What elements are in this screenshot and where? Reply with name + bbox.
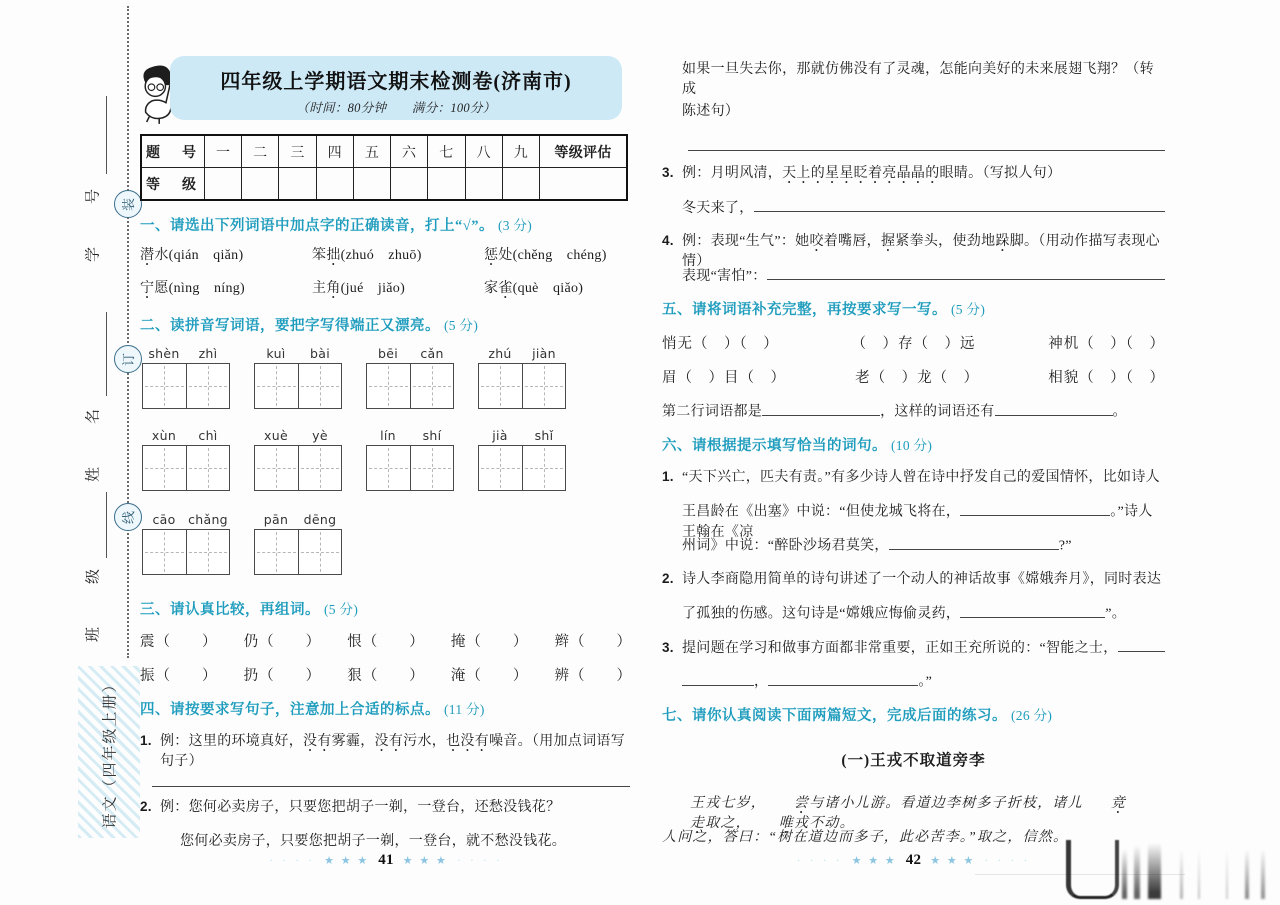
writing-grid [254,445,342,491]
student-name-label: 姓 名 [85,395,102,483]
answer-line [152,786,630,787]
answer-blank [767,264,1165,280]
grade-cell [205,168,242,201]
score-col-label: 题 号 [141,135,205,168]
student-number-label: 学 号 [85,175,102,263]
pinyin-word: lín shí [366,428,454,491]
pinyin-word: cāo chǎng [142,512,230,575]
word-choice: 笨拙(zhuó zhuō) [312,248,422,263]
grade-cell [465,168,502,201]
answer-blank [762,400,880,416]
pinyin-word: kuì bài [254,346,342,409]
book-edition-band [78,666,140,838]
passage-title: (一)王戎不取道旁李 [841,752,986,769]
grade-cell [279,168,316,201]
binding-seal-zhuang [114,190,142,218]
pinyin-row-3 [142,512,342,575]
answer-blank [960,602,1105,618]
exam-title: 四年级上学期语文期末检测卷(济南市) [220,71,572,93]
grade-cell [242,168,279,201]
write-line [106,312,107,396]
pinyin-word: zhú jiàn [478,346,566,409]
word-choice: 惩处(chěng chéng) [484,248,607,263]
score-table-grade-row [141,168,627,201]
binding-seal-xian [114,503,142,531]
section-1-row2 [140,277,632,297]
section-6-item-3: 3. 提问题在学习和做事方面都非常重要，正如王充所说的：“智能之士， [662,636,1165,657]
binding-seal-ding [114,345,142,373]
binding-char: 线 [121,510,137,524]
word-choice: 宁愿(nìng níng) [140,281,246,296]
section-5-heading: 五、请将词语补充完整，再按要求写一写。 (5 分) [662,302,986,318]
continued-question-line2: 陈述句） [682,104,740,119]
section-5-note: 第二行词语都是 ，这样的词语还有 。 [662,400,1165,421]
writing-grid [142,363,230,409]
item-4-answer: 表现“害怕”： [662,264,1165,285]
word-choice: 潜水(qián qiǎn) [140,248,244,263]
section-6-item-3-line2: ， 。” [662,670,1165,691]
writing-grid [254,529,342,575]
writing-grid [142,445,230,491]
score-col: 三 [279,135,316,168]
writing-grid [478,363,566,409]
item-3: 3. 例：月明风清，天上的星星眨着亮晶晶的眼睛。（写拟人句） [662,165,1062,181]
pinyin-word: bēi cǎn [366,346,454,409]
pinyin-word: jià shǐ [478,428,566,491]
grade-cell [353,168,390,201]
page-number: 41 [378,852,394,868]
score-col: 一 [205,135,242,168]
left-page [140,50,632,880]
passage-line1: 王戎七岁， 尝与诸小儿游。看道边李树多子折枝，诸儿 竞走取之， 唯戎不动。 [690,796,1127,831]
left-page-footer: · · · · ★ ★ ★ 41 ★ ★ ★ · · · · [269,852,503,868]
score-col: 五 [353,135,390,168]
grade-cell [316,168,353,201]
section-6-item-1-line2: 王昌龄在《出塞》中说：“但使龙城飞将在， 。”诗人王翰在《凉 [662,500,1165,541]
word-choice: 主角(jué jiǎo) [312,281,406,296]
grade-cell [391,168,428,201]
section-6-item-2: 2. 诗人李商隐用简单的诗句讲述了一个动人的神话故事《嫦娥奔月》，同时表达 [662,571,1162,587]
binding-dotted-line [127,6,129,658]
section-6-item-1: 1. “天下兴亡，匹夫有责。”有多少诗人曾在诗中抒发自己的爱国情怀，比如诗人 [662,469,1160,485]
grade-cell [502,168,539,201]
grade-cell [540,168,628,201]
section-4-item-2-answer: 您何必卖房子，只要您把胡子一剃，一登台，就不愁没钱花。 [180,834,567,849]
answer-blank [1118,636,1165,652]
score-col: 八 [465,135,502,168]
binding-char: 装 [121,197,137,211]
right-page-footer: · · · · ★ ★ ★ 42 ★ ★ ★ · · · · [796,852,1031,868]
answer-blank [889,534,1059,550]
pinyin-word: pān dēng [254,512,342,575]
item-3-answer: 冬天来了， [662,196,1165,217]
answer-blank [995,400,1113,416]
continued-question-line1: 如果一旦失去你，那就仿佛没有了灵魂，怎能向美好的未来展翅飞翔？（转成 [682,62,1154,97]
writing-grid [254,363,342,409]
pinyin-word: shèn zhì [142,346,230,409]
grade-cell [428,168,465,201]
answer-blank [754,196,1166,212]
exam-subtitle: （时间：80分钟 满分：100分） [296,101,496,115]
section-6-item-2-line2: 了孤独的伤感。这句诗是“嫦娥应悔偷灵药， ”。 [662,602,1165,623]
section-1-heading: 一、请选出下列词语中加点字的正确读音，打上“√”。 (3 分) [140,218,533,234]
section-5-row2: 眉（ ）目（ ） 老（ ）龙（ ） 相貌（ ）（ ） [662,370,1165,386]
answer-blank [960,500,1110,516]
section-3-heading: 三、请认真比较，再组词。 (5 分) [140,602,359,618]
scan-artifact [1030,843,1262,905]
book-edition-label: 语文（四年级上册） [102,675,119,829]
section-6-heading: 六、请根据提示填写恰当的词句。 (10 分) [662,438,933,454]
passage-line2: 人问之，答曰：“树在道边而多子，此必苦李。”取之，信然。 [662,830,1069,845]
section-4-heading: 四、请按要求写句子，注意加上合适的标点。 (11 分) [140,702,485,718]
right-page [662,50,1165,880]
writing-grid [366,363,454,409]
writing-grid [366,445,454,491]
writing-grid [478,445,566,491]
answer-line [688,150,1165,151]
pinyin-row-1 [142,346,566,409]
exam-title-banner [170,56,622,120]
pinyin-word: xùn chì [142,428,230,491]
answer-blank [682,670,754,686]
score-col: 四 [316,135,353,168]
writing-grid [142,529,230,575]
section-1-row1 [140,244,632,264]
score-table [140,134,628,201]
section-3-row1: 震（ ） 仍（ ） 恨（ ） 掩（ ） 辫（ ） [140,634,632,650]
section-4-item-2: 2. 例：您何必卖房子，只要您把胡子一剃，一登台，还愁没钱花？ [140,799,561,815]
pinyin-row-2 [142,428,566,491]
section-3-row2: 振（ ） 扔（ ） 狠（ ） 淹（ ） 辨（ ） [140,668,632,684]
score-col: 二 [242,135,279,168]
section-2-heading: 二、读拼音写词语，要把字写得端正又漂亮。 (5 分) [140,318,479,334]
page-number: 42 [905,852,922,868]
word-choice: 家雀(què qiǎo) [484,281,584,296]
score-table-header-row [141,135,627,168]
write-line [106,492,107,558]
section-4-item-1: 1. 例：这里的环境真好，没有雾霾，没有污水，也没有噪音。（用加点词语写句子） [140,733,625,769]
section-7-heading: 七、请你认真阅读下面两篇短文，完成后面的练习。 (26 分) [662,708,1053,724]
grade-label: 等 级 [141,168,205,201]
item-4: 4. 例：表现“生气”：她咬着嘴唇，握紧拳头，使劲地跺脚。（用动作描写表现心情） [662,233,1160,269]
class-label: 班 级 [85,555,102,643]
section-5-row1: 悄无（ ）（ ） （ ）存（ ）远 神机（ ）（ ） [662,336,1165,352]
score-col-eval: 等级评估 [540,135,628,168]
binding-char: 订 [121,352,137,366]
pinyin-word: xuè yè [254,428,342,491]
answer-blank [768,670,918,686]
score-col: 六 [391,135,428,168]
section-6-item-1-line3: 州词》中说：“醉卧沙场君莫笑， ?” [662,534,1165,555]
score-col: 七 [428,135,465,168]
write-line [106,96,107,174]
score-col: 九 [502,135,539,168]
